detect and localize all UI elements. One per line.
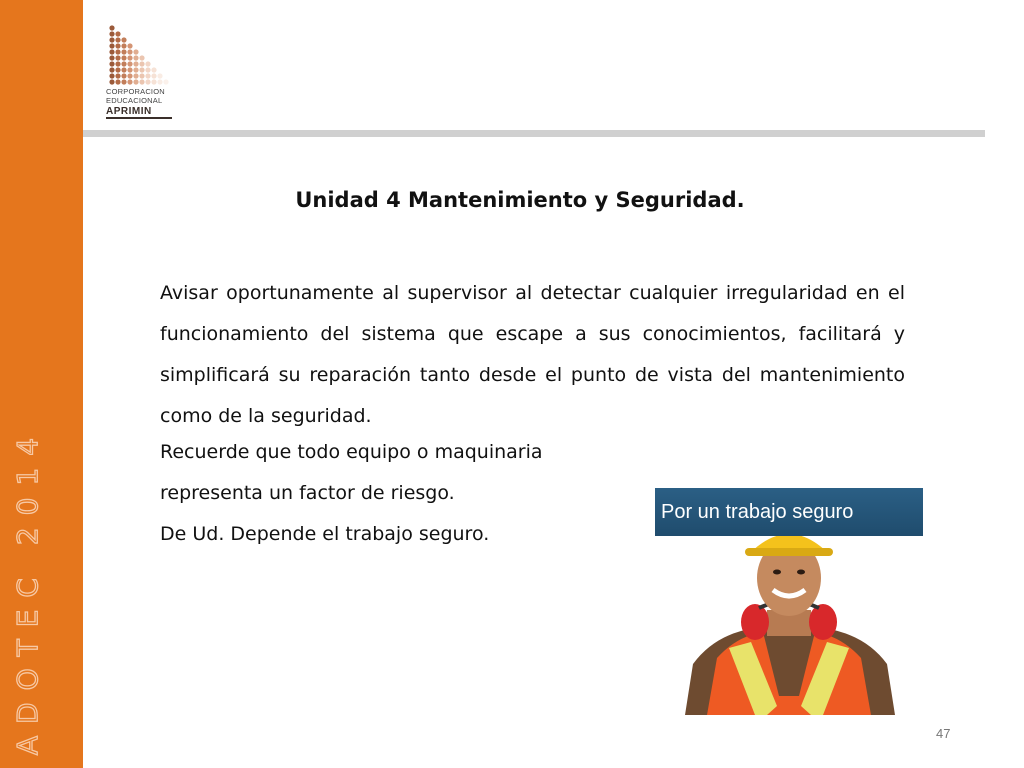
photo-banner bbox=[655, 488, 923, 536]
header-divider bbox=[83, 130, 985, 137]
logo-brand: APRIMIN bbox=[106, 106, 152, 117]
photo-banner-text: Por un trabajo seguro bbox=[661, 500, 854, 523]
body-line-3: De Ud. Depende el trabajo seguro. bbox=[160, 523, 490, 545]
sidebar-vertical-label bbox=[8, 425, 48, 755]
body-line-1: Recuerde que todo equipo o maquinaria bbox=[160, 441, 543, 463]
worker-illustration bbox=[655, 536, 923, 715]
logo-line-1: CORPORACION bbox=[106, 87, 165, 96]
logo-line-2: EDUCACIONAL bbox=[106, 96, 163, 105]
slide-title: Unidad 4 Mantenimiento y Seguridad. bbox=[295, 188, 745, 212]
logo-underline bbox=[106, 117, 172, 119]
body-paragraph: Avisar oportunamente al supervisor al detectar cualquier irregularidad en el funcionamiento del sistema que escape a sus conocimientos, facilitará y simplificará su reparación tanto desde el punto de vista del mantenimiento como de la seguridad. bbox=[160, 282, 905, 427]
safety-worker-photo bbox=[655, 488, 923, 715]
page-number: 47 bbox=[936, 726, 951, 741]
body-line-2: representa un factor de riesgo. bbox=[160, 482, 455, 504]
sidebar-vertical-text: ADOTEC 2014 bbox=[11, 425, 45, 755]
